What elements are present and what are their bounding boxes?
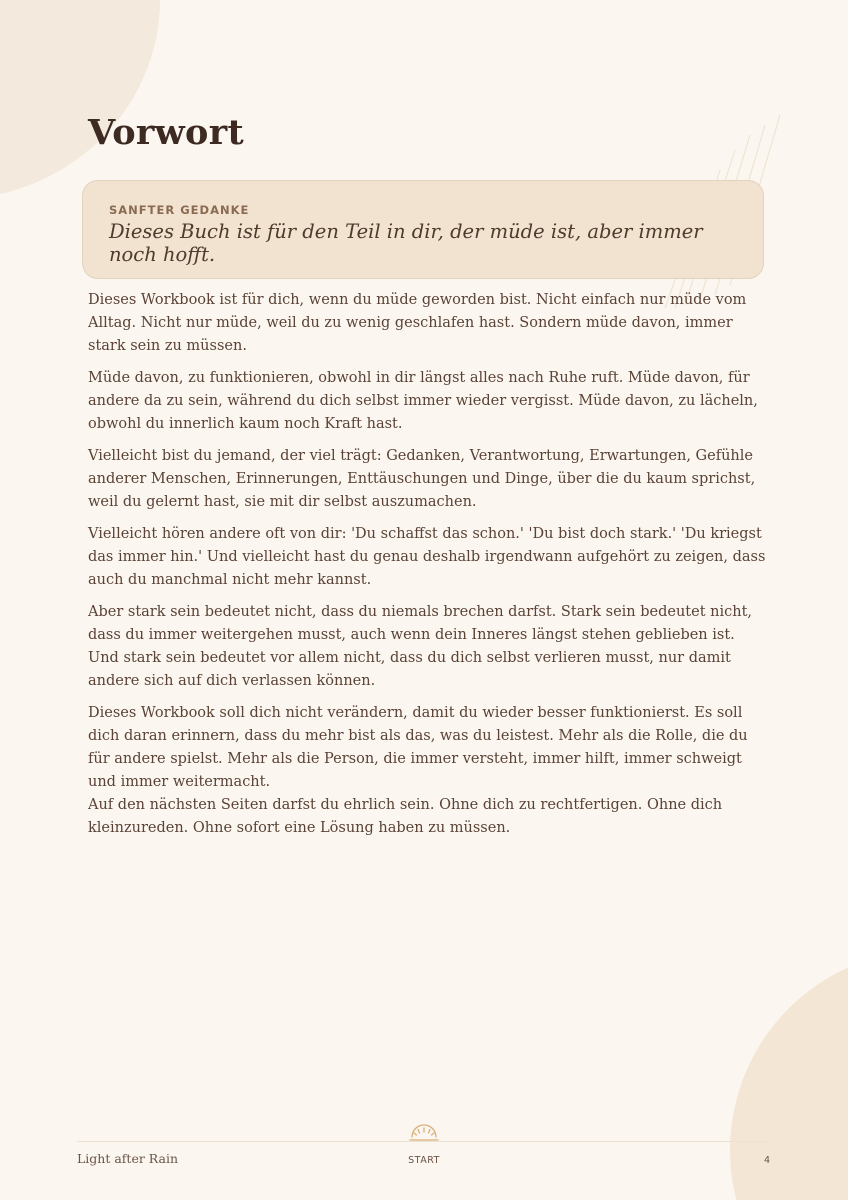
- callout-label: SANFTER GEDANKE: [109, 203, 250, 217]
- decorative-circle-top: [0, 0, 160, 200]
- paragraph: Müde davon, zu funktionieren, obwohl in dir längst alles nach Ruhe ruft. Müde davon, für andere da zu sein, während du dich selbst immer wieder vergisst. Müde davon, zu lächeln, obwohl du innerlich kaum noch Kraft hast.: [88, 370, 758, 432]
- sunrise-icon: [406, 1114, 442, 1142]
- paragraph: Aber stark sein bedeutet nicht, dass du niemals brechen darfst. Stark sein bedeutet nicht, dass du immer weitergehen musst, auch wenn dein Inneres längst stehen geblieben ist. Und stark sein bedeutet vor allem nicht, dass du dich selbst verlieren musst, nur damit andere sich auf dich verlassen können.: [88, 604, 753, 689]
- paragraph: Vielleicht hören andere oft von dir: 'Du schaffst das schon.' 'Du bist doch stark.' 'Du kriegst das immer hin.' Und vielleicht hast du genau deshalb irgendwann aufgehört zu zeigen, dass auch du manchmal nicht mehr kannst.: [88, 526, 766, 588]
- page-title: Vorwort: [88, 112, 244, 153]
- paragraph: Dieses Workbook ist für dich, wenn du müde geworden bist. Nicht einfach nur müde vom Alltag. Nicht nur müde, weil du zu wenig geschlafen hast. Sondern müde davon, immer stark sein zu müssen.: [88, 292, 747, 354]
- footer-book-title: Light after Rain: [77, 1151, 178, 1166]
- callout-quote: Dieses Buch ist für den Teil in dir, der müde ist, aber immer noch hofft.: [109, 220, 703, 266]
- page-number: 4: [763, 1155, 770, 1166]
- paragraph: Vielleicht bist du jemand, der viel trägt: Gedanken, Verantwortung, Erwartungen, Gefühle anderer Menschen, Erinnerungen, Enttäuschungen und Dinge, über die du kaum sprichst, weil du gelernt hast, sie mit dir selbst auszumachen.: [88, 448, 756, 510]
- paragraph: Auf den nächsten Seiten darfst du ehrlich sein. Ohne dich zu rechtfertigen. Ohne dich kleinzureden. Ohne sofort eine Lösung haben zu müssen.: [88, 797, 723, 836]
- paragraph: Dieses Workbook soll dich nicht verändern, damit du wieder besser funktionierst. Es soll dich daran erinnern, dass du mehr bist als das, was du leistest. Mehr als die Rolle, die du für andere spielst. Mehr als die Person, die immer versteht, immer hilft, immer schweigt und immer weitermacht.: [88, 705, 748, 790]
- body-text: [88, 289, 768, 849]
- footer-section-label: START: [408, 1155, 440, 1166]
- quote-callout: [82, 180, 764, 279]
